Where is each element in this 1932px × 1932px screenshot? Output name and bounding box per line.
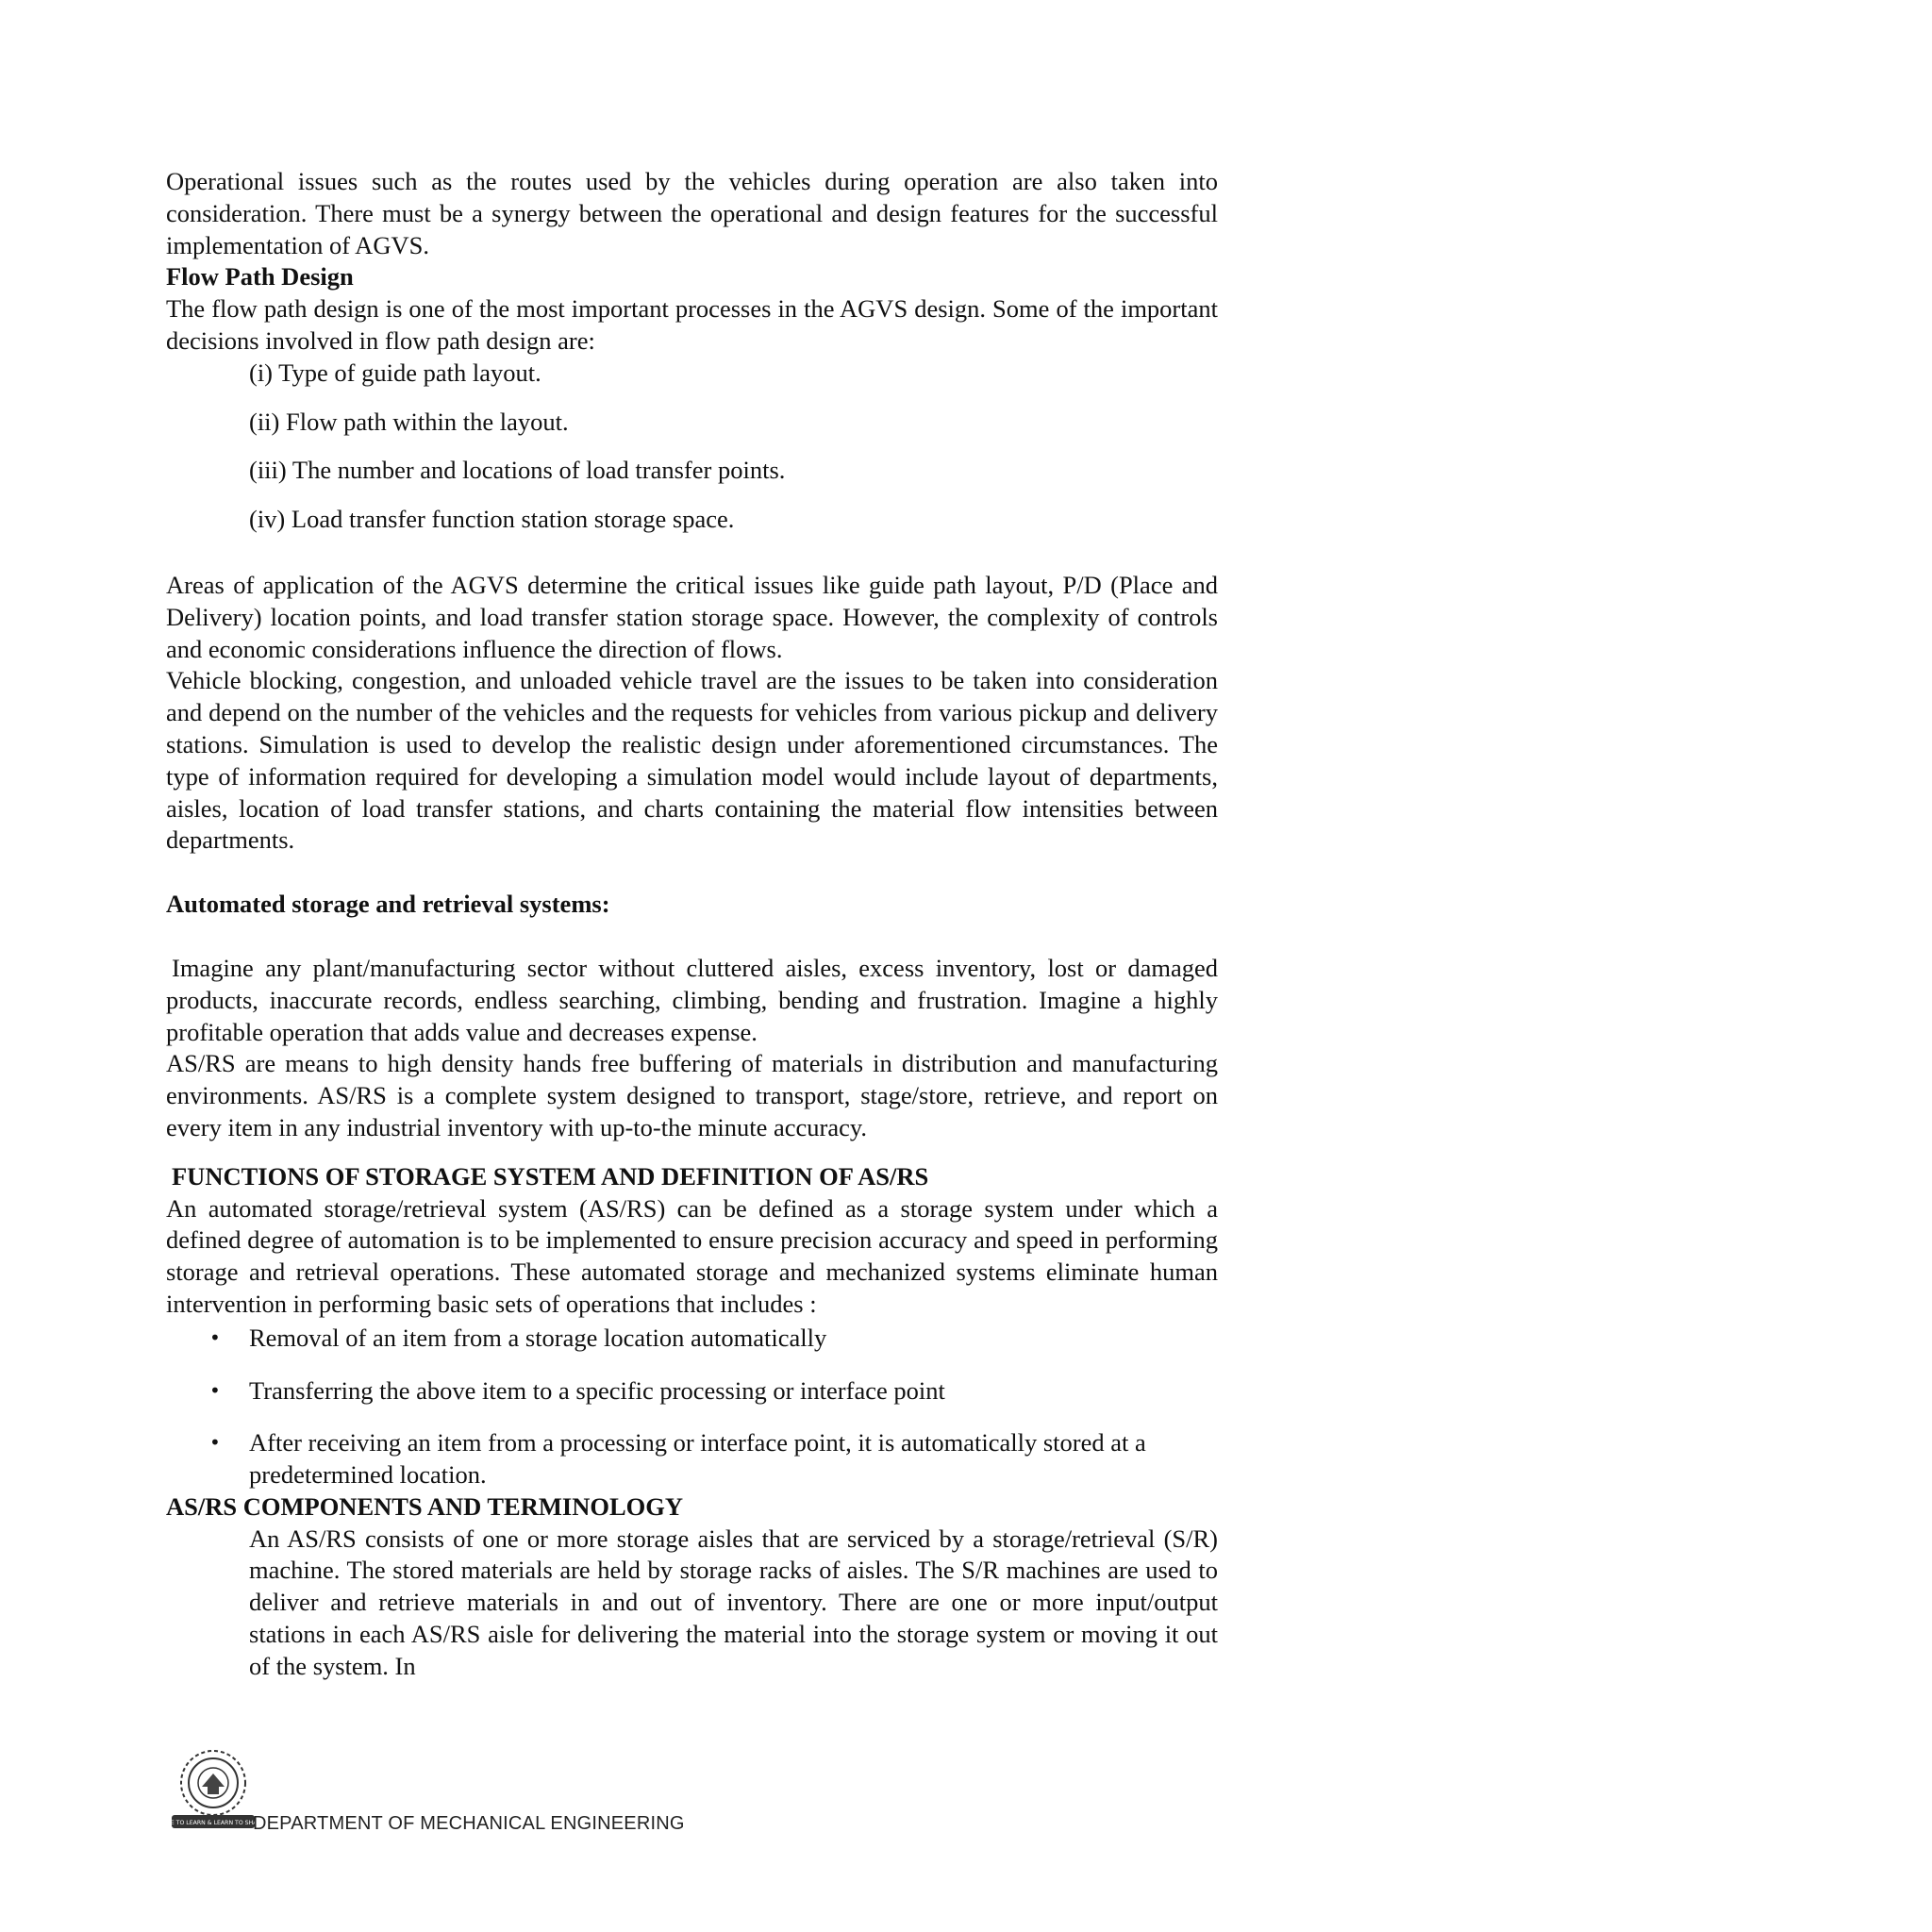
college-seal-icon	[161, 1745, 265, 1836]
vehicle-paragraph: Vehicle blocking, congestion, and unloaded vehicle travel are the issues to be taken into consideration and depend on the number of the vehicles and the requests for vehicles from various pickup and delivery stations. Simulation is used to develop the realistic design under aforementioned circumstances. The type of information required for developing a simulation model would include layout of departments, aisles, location of load transfer stations, and charts containing the material flow intensities between departments.	[166, 666, 1218, 855]
list-item	[209, 1375, 1218, 1407]
flow-path-heading: Flow Path Design	[166, 262, 354, 291]
asrs-heading: Automated storage and retrieval systems:	[166, 890, 610, 919]
bullet-text: Removal of an item from a storage location automatically	[249, 1323, 827, 1352]
list-item: (iv) Load transfer function station storage space.	[249, 505, 735, 534]
intro-paragraph: Operational issues such as the routes used by the vehicles during operation are also taken into consideration. There must be a synergy between the operational and design features for the successful implementation of AGVS.	[166, 167, 1218, 259]
bullet-text: Transferring the above item to a specific processing or interface point	[249, 1375, 945, 1405]
bullet-icon: •	[209, 1378, 221, 1402]
list-item: (iii) The number and locations of load transfer points.	[249, 456, 786, 485]
components-paragraph: An AS/RS consists of one or more storage aisles that are serviced by a storage/retrieval (S/R) machine. The stored materials are held by storage racks of aisles. The S/R machines are used to deliver and retrieve materials in and out of inventory. There are one or more input/output stations in each AS/RS aisle for delivering the material into the storage system or moving it out of the system. In	[249, 1524, 1218, 1680]
components-heading: AS/RS COMPONENTS AND TERMINOLOGY	[166, 1491, 683, 1521]
page-footer	[161, 1745, 732, 1840]
areas-paragraph: Areas of application of the AGVS determine the critical issues like guide path layout, P/D (Place and Delivery) location points, and load transfer station storage space. However, the complexity of controls and economic considerations influence the direction of flows.	[166, 570, 1218, 663]
functions-heading: FUNCTIONS OF STORAGE SYSTEM AND DEFINITION OF AS/RS	[172, 1161, 929, 1191]
department-name: DEPARTMENT OF MECHANICAL ENGINEERING	[253, 1813, 685, 1834]
flow-path-list	[166, 358, 1218, 536]
asrs-paragraph: AS/RS are means to high density hands free buffering of materials in distribution and manufacturing environments. AS/RS is a complete system designed to transport, stage/store, retrieve, and report on every item in any industrial inventory with up-to-the minute accuracy.	[166, 1049, 1218, 1141]
list-item: (i) Type of guide path layout.	[249, 358, 541, 387]
imagine-paragraph: Imagine any plant/manufacturing sector without cluttered aisles, excess inventory, lost or damaged products, inaccurate records, endless searching, climbing, bending and frustration. Imagine a highly profitable operation that adds value and decreases expense.	[166, 953, 1218, 1046]
document-page	[166, 166, 1218, 1683]
list-item: (ii) Flow path within the layout.	[249, 407, 569, 436]
logo-text: LIVE TO LEARN & LEARN TO SHARE	[161, 1820, 265, 1826]
bullet-text: After receiving an item from a processing or interface point, it is automatically stored at a predetermined location.	[249, 1428, 1146, 1490]
flow-path-paragraph: The flow path design is one of the most important processes in the AGVS design. Some of the important decisions involved in flow path design are:	[166, 294, 1218, 355]
list-item	[209, 1427, 1218, 1491]
bullet-icon: •	[209, 1431, 221, 1455]
functions-bullet-list	[166, 1323, 1218, 1491]
list-item	[209, 1323, 1218, 1355]
functions-paragraph: An automated storage/retrieval system (AS/RS) can be defined as a storage system under which a defined degree of automation is to be implemented to ensure precision accuracy and speed in performing storage and retrieval operations. These automated storage and mechanized systems eliminate human intervention in performing basic sets of operations that includes :	[166, 1193, 1218, 1318]
bullet-icon: •	[209, 1325, 221, 1349]
